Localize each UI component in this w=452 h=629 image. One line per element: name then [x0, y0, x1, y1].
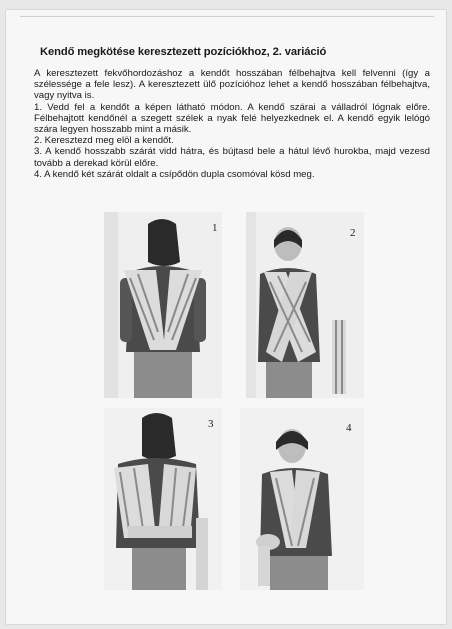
woman-front-crossing-sling-photo	[246, 212, 364, 398]
woman-back-with-sling-photo	[104, 212, 222, 398]
step-1: 1. Vedd fel a kendőt a képen látható módon. A kendő szárai a válladról lógnak előre. Félbehajtott kendőnél a szegett szélek a nyak felé helyezkednek el. A kendő egyik lelógó szára legyen hosszabb mint a másik.	[34, 101, 430, 136]
step-4: 4. A kendő két szárát oldalt a csípődön dupla csomóval kösd meg.	[34, 168, 315, 180]
woman-front-tying-knot-photo	[240, 408, 364, 590]
scan-edge-line	[20, 16, 434, 17]
page-title: Kendő megkötése keresztezett pozíciókhoz, 2. variáció	[40, 46, 327, 58]
intro-paragraph: A keresztezett fekvőhordozáshoz a kendőt hosszában félbehajtva kell felvenni (így a szélessége a fele lesz). A keresztezett ülő pozícióhoz lehet a kendő hosszában félbehajtva, vagy nyitva is.	[34, 68, 430, 102]
step-2: 2. Keresztezd meg elöl a kendőt.	[34, 135, 174, 147]
document-page	[6, 10, 446, 624]
photo-number: 2	[350, 227, 356, 239]
photo-number: 4	[346, 422, 352, 434]
instructions-text	[34, 68, 430, 180]
photo-number: 1	[212, 222, 218, 234]
photo-number: 3	[208, 418, 214, 430]
step-3: 3. A kendő hosszabb szárát vidd hátra, és bújtasd bele a hátul lévő hurokba, majd vezesd tovább a derekad körül előre.	[34, 146, 430, 169]
woman-back-threading-sling-photo	[104, 408, 222, 590]
